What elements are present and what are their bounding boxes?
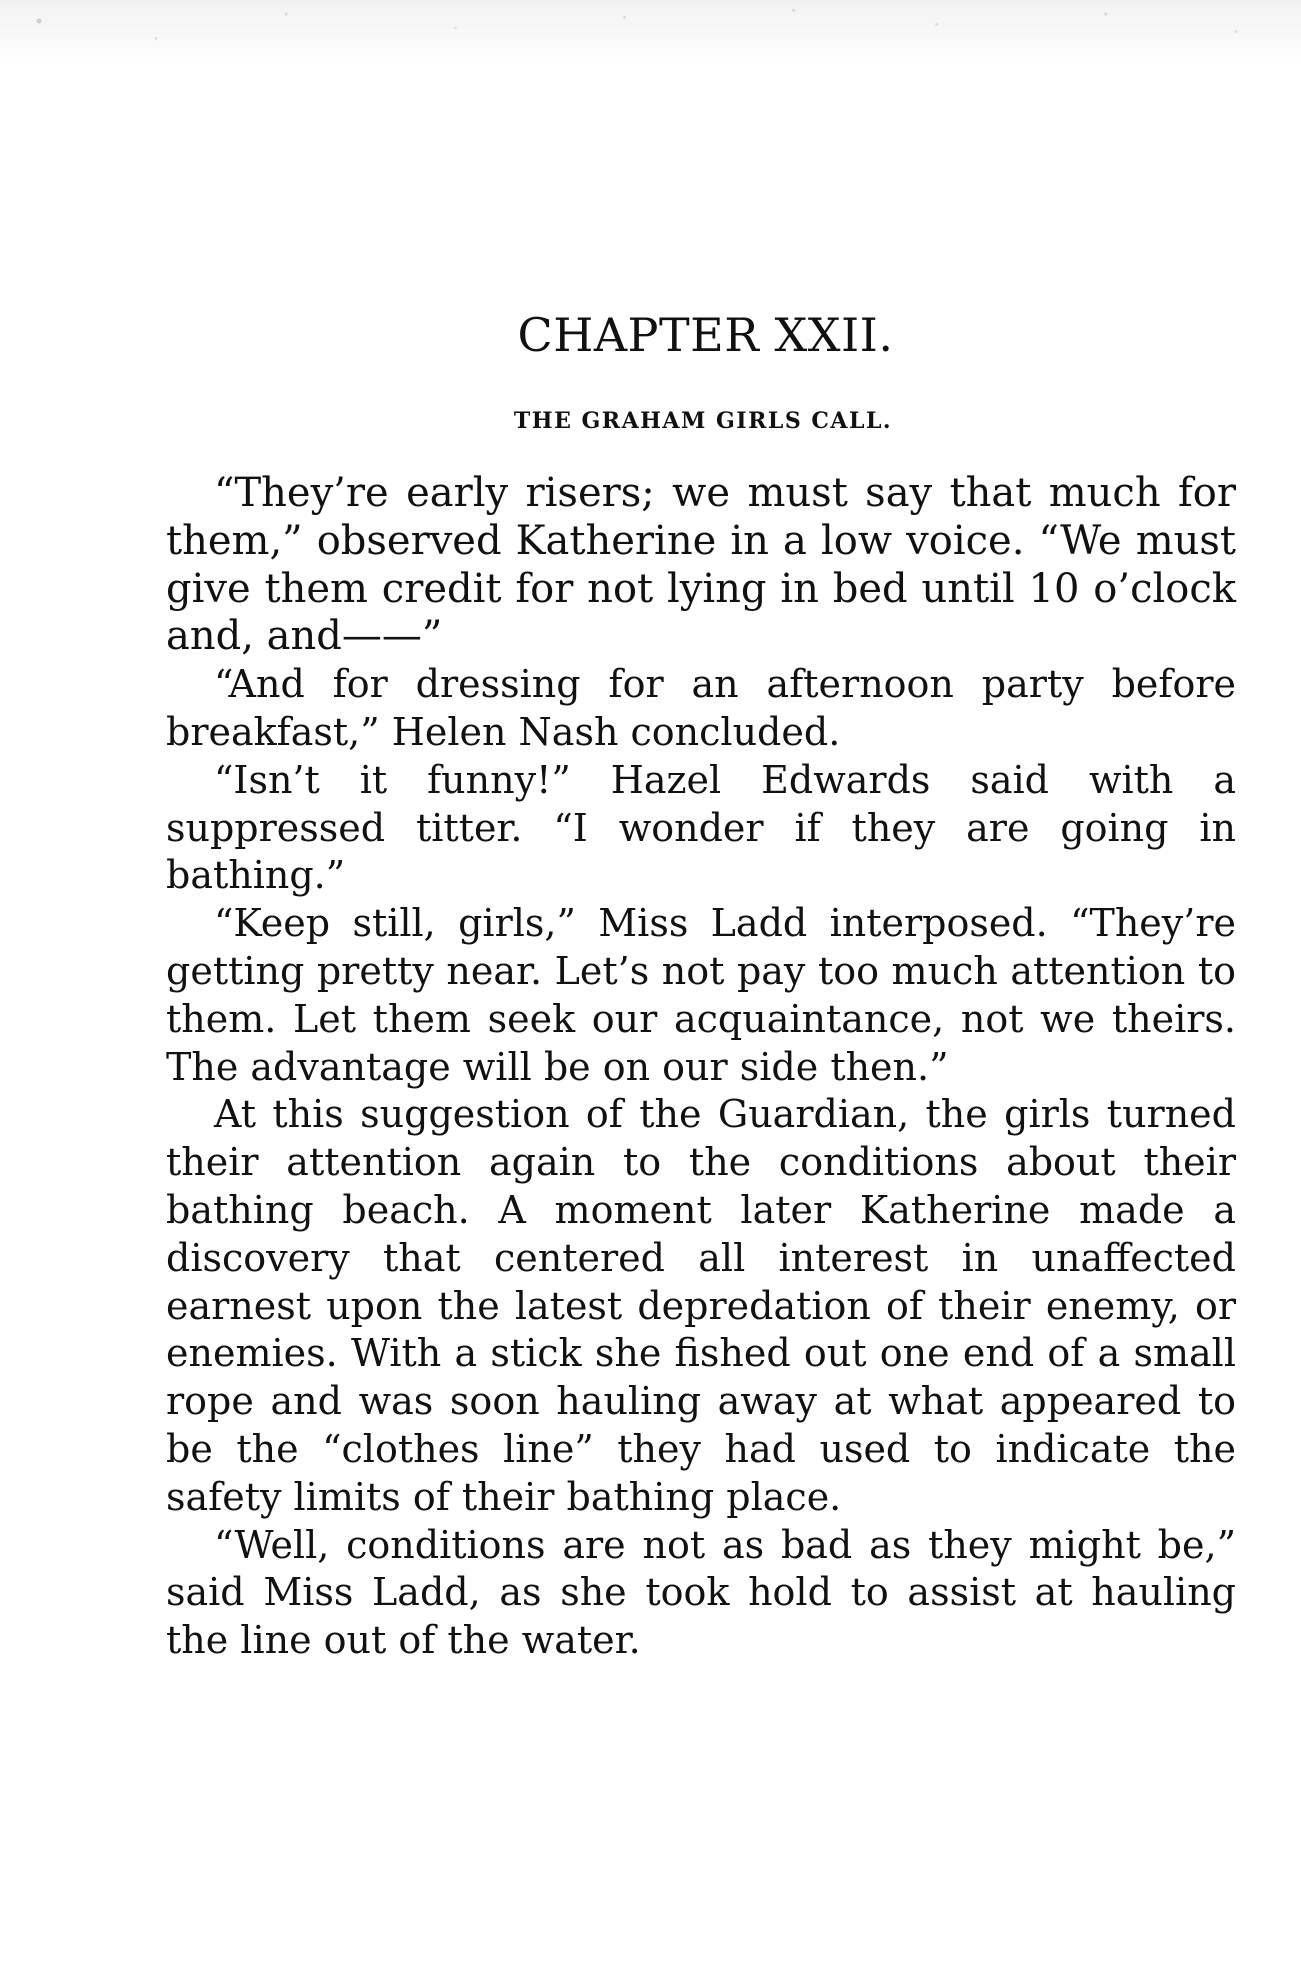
paragraph: “Keep still, girls,” Miss Ladd interposed. “They’re getting pretty near. Let’s not pay too much attention to them. Let them seek our acquaintance, not we theirs. The advantage will be on our side then.” bbox=[166, 901, 1236, 1089]
paragraph: “And for dressing for an afternoon party before breakfast,” Helen Nash concluded. bbox=[166, 662, 1236, 754]
paragraph: “Well, conditions are not as bad as they might be,” said Miss Ladd, as she took hold to assist at hauling the line out of the water. bbox=[166, 1522, 1236, 1663]
chapter-title: CHAPTER XXII. bbox=[517, 308, 894, 362]
paragraph: “Isn’t it funny!” Hazel Edwards said with a suppressed titter. “I wonder if they are going in bathing.” bbox=[166, 757, 1236, 898]
paragraph: “They’re early risers; we must say that much for them,” observed Katherine in a low voice. “We must give them credit for not lying in bed until 10 o’clock and, and——” bbox=[166, 470, 1236, 660]
chapter-subtitle: THE GRAHAM GIRLS CALL. bbox=[513, 408, 893, 434]
scan-noise-band bbox=[0, 0, 1301, 70]
paragraph: At this suggestion of the Guardian, the girls turned their attention again to the conditions about their bathing beach. A moment later Katherine made a discovery that centered all interest in unaffected earnest upon the latest depredation of their enemy, or enemies. With a stick she fished out one end of a small rope and was soon hauling away at what appeared to be the “clothes line” they had used to indicate the safety limits of their bathing place. bbox=[166, 1092, 1236, 1519]
chapter-body bbox=[166, 470, 1236, 1665]
